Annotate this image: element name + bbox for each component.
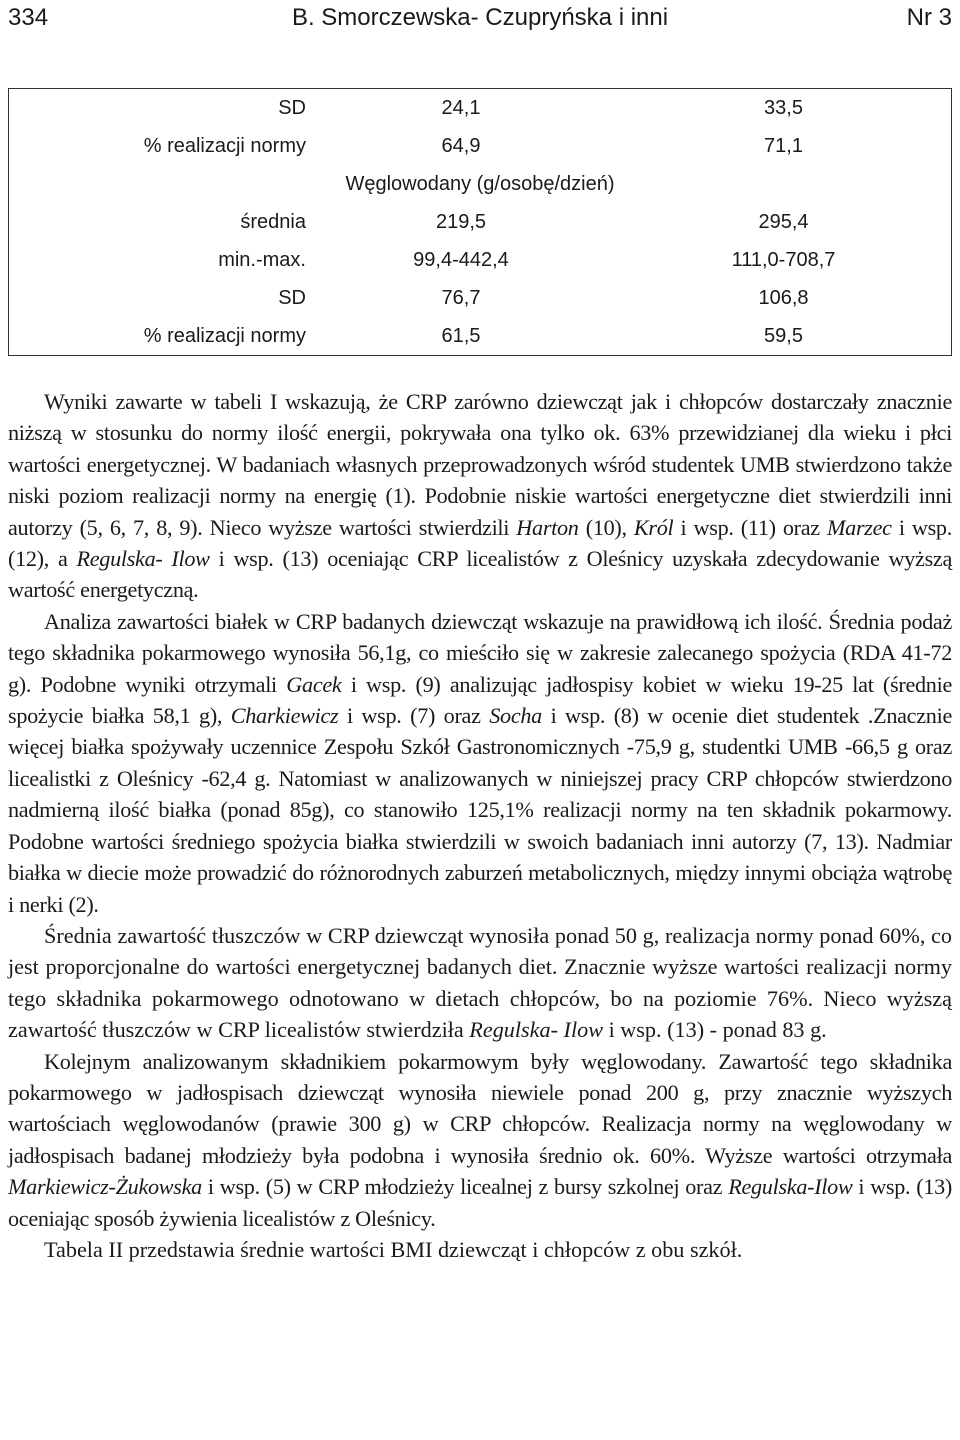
author-name: Regulska-Ilow [728,1174,853,1200]
table-row [9,241,952,279]
author-name: Markiewicz-Żukowska [8,1174,202,1200]
row-label: % realizacji normy [143,324,306,347]
girls-value: 76,7 [441,286,481,309]
row-label: % realizacji normy [143,134,306,157]
section-heading: Węglowodany (g/osobę/dzień) [345,172,615,195]
author-name: Marzec [826,514,892,540]
author-name: Harton [516,514,579,540]
boys-value: 111,0-708,7 [731,248,836,271]
row-label: min.-max. [218,248,306,271]
nutrient-table [8,88,952,356]
author-name: Socha [489,703,542,729]
paragraph-protein: Analiza zawartości białek w CRP badanych dziewcząt wskazuje na prawidłową ich ilość. Średnia podaż tego składnika pokarmowego wynosiła 56,1g, co mieściło się w zakresie zalecanego spożycia (RDA 41-72 g). Podobne wyniki otrzymali Gacek i wsp. (9) analizując jadłospisy kobiet w wieku 19-25 lat (średnie spożycie białka 58,1 g), Charkiewicz i wsp. (7) oraz Socha i wsp. (8) w ocenie diet studentek .Znacznie więcej białka spożywały uczennice Zespołu Szkół Gastronomicznych -75,9 g, studentki UMB -66,5 g oraz licealistki z Oleśnicy -62,4 g. Natomiast w analizowanych w niniejszej pracy CRP chłopców stwierdzono nadmierną ilość białka (ponad 85g), co stanowiło 125,1% realizacji normy na ten składnik pokarmowy. Podobne wartości średniego spożycia białka stwierdzili w swoich badaniach inni autorzy (7, 13). Nadmiar białka w diecie może prowadzić do różnorodnych zaburzeń metabolicznych, między innymi obciąża wątrobę i nerki (2). [8,608,952,917]
girls-value: 61,5 [441,324,481,347]
table-row [9,279,952,317]
author-name: Gacek [286,671,342,697]
row-label: SD [278,286,306,309]
table-row [9,203,952,241]
row-label: SD [278,96,306,119]
paragraph-fat: Średnia zawartość tłuszczów w CRP dziewcząt wynosiła ponad 50 g, realizacja normy ponad 60%, co jest proporcjonalne do wartości energetycznej badanych diet. Znacznie wyższe wartości realizacji normy tego składnika pokarmowego odnotowano w dietach chłopców, bo na poziomie 76%. Nieco wyższą zawartość tłuszczów w CRP licealistów stwierdziła Regulska- Ilow i wsp. (13) - ponad 83 g. [8,922,952,1043]
page-header [8,4,952,38]
table-row [9,317,952,356]
girls-value: 24,1 [441,96,481,119]
author-name: Charkiewicz [230,703,339,729]
author-name: Król [633,514,674,540]
boys-value: 59,5 [764,324,803,347]
boys-value: 295,4 [758,210,809,233]
paragraph-bmi: Tabela II przedstawia średnie wartości BMI dziewcząt i chłopców z obu szkół. [44,1236,743,1262]
row-label: średnia [240,210,306,233]
boys-value: 106,8 [758,286,809,309]
table-section-row [9,165,952,203]
boys-value: 71,1 [764,134,803,157]
page-number: 334 [8,4,49,31]
article-body [8,386,952,1265]
boys-value: 33,5 [764,96,803,119]
author-name: Regulska- Ilow [76,546,210,572]
issue-number: Nr 3 [906,4,952,31]
author-name: Regulska- Ilow [469,1017,604,1043]
paragraph-carbohydrates: Kolejnym analizowanym składnikiem pokarmowym były węglowodany. Zawartość tego składnika pokarmowego w jadłospisach dziewcząt wynosiła niewiele ponad 200 g, przy znacznie wyższych wartościach węglowodanów (prawie 300 g) w CRP chłopców. Realizacja normy na węglowodany w jadłospisach badanej młodzieży była podobna i wynosiła średnio ok. 60%. Wyższe wartości otrzymała Markiewicz-Żukowska i wsp. (5) w CRP młodzieży licealnej z bursy szkolnej oraz Regulska-Ilow i wsp. (13) oceniając sposób żywienia licealistów z Oleśnicy. [8,1048,953,1231]
girls-value: 99,4-442,4 [413,248,509,271]
running-title: B. Smorczewska- Czupryńska i inni [291,4,669,31]
table-row [9,89,952,128]
paragraph-energy: Wyniki zawarte w tabeli I wskazują, że CRP zarówno dziewcząt jak i chłopców dostarczały znacznie niższą w stosunku do normy ilość energii, pokrywała ona tylko ok. 63% przewidzianej dla wieku i płci wartości energetycznej. W badaniach własnych przeprowadzonych wśród studentek UMB stwierdzono także niski poziom realizacji normy na energię (1). Podobnie niskie wartości energetyczne diet stwierdzili inni autorzy (5, 6, 7, 8, 9). Nieco wyższe wartości stwierdzili Harton (10), Król i wsp. (11) oraz Marzec i wsp. (12), a Regulska- Ilow i wsp. (13) oceniając CRP licealistów z Oleśnicy uzyskała zdecydowanie wyższą wartość energetyczną. [8,389,952,603]
table-row [9,127,952,165]
girls-value: 219,5 [435,210,487,233]
girls-value: 64,9 [441,134,481,157]
